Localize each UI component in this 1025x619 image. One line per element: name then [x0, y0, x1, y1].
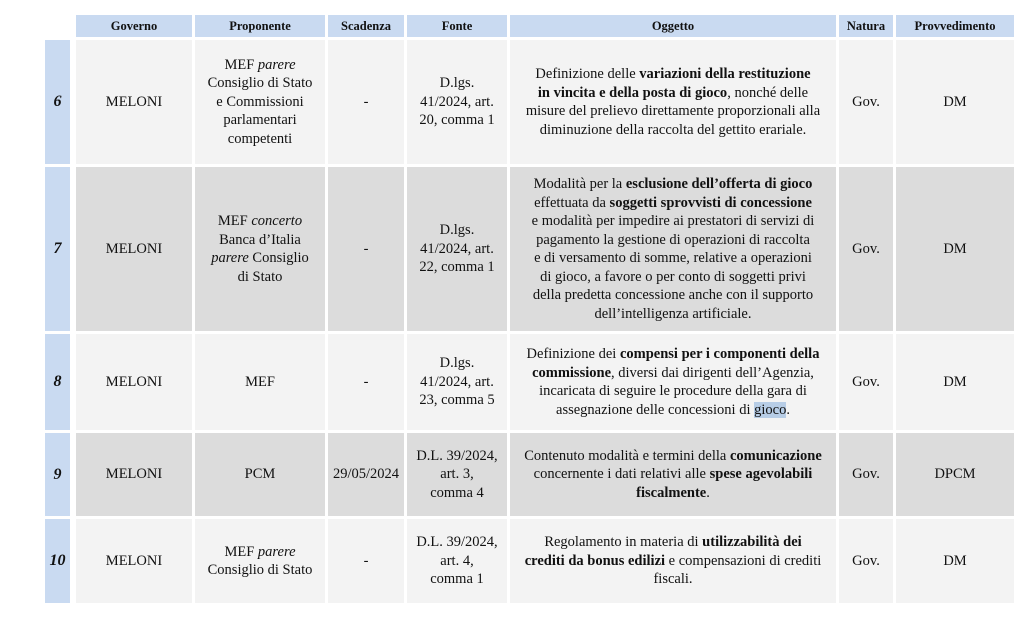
cell-scadenza: - — [328, 40, 404, 164]
table-row — [76, 167, 1014, 331]
cell-scadenza: - — [328, 334, 404, 430]
cell-natura: Gov. — [839, 334, 893, 430]
provvedimenti-table — [73, 12, 1017, 606]
table-row — [76, 40, 1014, 164]
header-governo: Governo — [76, 15, 192, 37]
cell-natura: Gov. — [839, 433, 893, 516]
cell-proponente: MEF concerto Banca d’Italia parere Consiglio di Stato — [195, 167, 325, 331]
cell-governo: MELONI — [76, 334, 192, 430]
cell-governo: MELONI — [76, 519, 192, 603]
header-scadenza: Scadenza — [328, 15, 404, 37]
table-row — [76, 334, 1014, 430]
cell-fonte: D.lgs. 41/2024, art. 23, comma 5 — [407, 334, 507, 430]
header-row — [76, 15, 1014, 37]
cell-provvedimento: DM — [896, 334, 1014, 430]
cell-fonte: D.lgs. 41/2024, art. 22, comma 1 — [407, 167, 507, 331]
header-proponente: Proponente — [195, 15, 325, 37]
cell-governo: MELONI — [76, 167, 192, 331]
header-provvedimento: Provvedimento — [896, 15, 1014, 37]
header-fonte: Fonte — [407, 15, 507, 37]
cell-proponente: MEF — [195, 334, 325, 430]
cell-proponente: MEF parere Consiglio di Stato e Commissioni parlamentari competenti — [195, 40, 325, 164]
cell-fonte: D.L. 39/2024, art. 3, comma 4 — [407, 433, 507, 516]
cell-scadenza: 29/05/2024 — [328, 433, 404, 516]
cell-provvedimento: DPCM — [896, 433, 1014, 516]
header-natura: Natura — [839, 15, 893, 37]
cell-oggetto: Contenuto modalità e termini della comunicazione concernente i dati relativi alle spese agevolabili fiscalmente. — [510, 433, 836, 516]
table-row — [76, 433, 1014, 516]
cell-oggetto: Definizione delle variazioni della restituzione in vincita e della posta di gioco, nonché delle misure del prelievo direttamente proporzionali alla diminuzione della raccolta del gettito erariale. — [510, 40, 836, 164]
cell-oggetto: Regolamento in materia di utilizzabilità dei crediti da bonus edilizi e compensazioni di crediti fiscali. — [510, 519, 836, 603]
cell-governo: MELONI — [76, 433, 192, 516]
row-number: 6 — [45, 40, 70, 164]
cell-natura: Gov. — [839, 167, 893, 331]
row-number: 10 — [45, 519, 70, 603]
cell-fonte: D.lgs. 41/2024, art. 20, comma 1 — [407, 40, 507, 164]
row-number: 7 — [45, 167, 70, 331]
header-oggetto: Oggetto — [510, 15, 836, 37]
cell-provvedimento: DM — [896, 40, 1014, 164]
cell-scadenza: - — [328, 519, 404, 603]
cell-fonte: D.L. 39/2024, art. 4, comma 1 — [407, 519, 507, 603]
cell-provvedimento: DM — [896, 519, 1014, 603]
table-row — [76, 519, 1014, 603]
cell-oggetto: Definizione dei compensi per i componenti della commissione, diversi dai dirigenti dell’Agenzia, incaricata di seguire le procedure della gara di assegnazione delle concessioni di gioco. — [510, 334, 836, 430]
cell-proponente: PCM — [195, 433, 325, 516]
cell-oggetto: Modalità per la esclusione dell’offerta di gioco effettuata da soggetti sprovvisti di concessione e modalità per impedire ai prestatori di servizi di pagamento la gestione di operazioni di raccolta e di versamento di somme, relative a operazioni di gioco, a favore o per conto di soggetti privi della predetta concessione anche con il supporto dell’intelligenza artificiale. — [510, 167, 836, 331]
row-number: 8 — [45, 334, 70, 430]
cell-governo: MELONI — [76, 40, 192, 164]
cell-proponente: MEF parere Consiglio di Stato — [195, 519, 325, 603]
text-highlight: gioco — [754, 401, 787, 418]
row-number: 9 — [45, 433, 70, 516]
cell-natura: Gov. — [839, 40, 893, 164]
cell-scadenza: - — [328, 167, 404, 331]
cell-provvedimento: DM — [896, 167, 1014, 331]
cell-natura: Gov. — [839, 519, 893, 603]
